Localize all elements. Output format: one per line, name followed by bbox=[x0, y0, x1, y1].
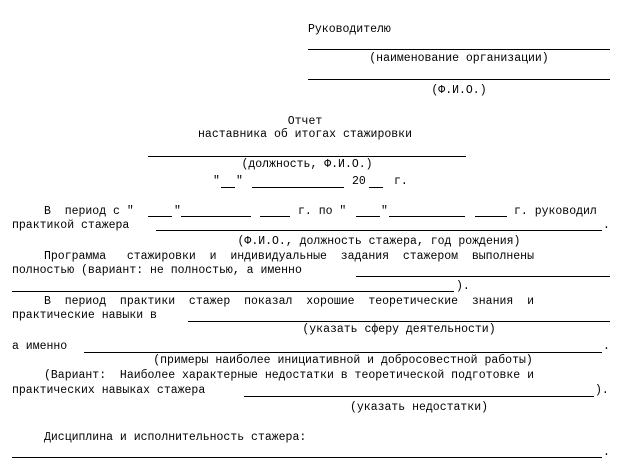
organization-caption: (наименование организации) bbox=[369, 52, 549, 65]
date-g: г. bbox=[394, 175, 408, 188]
date-year-line bbox=[369, 187, 383, 188]
namely-label: а именно bbox=[12, 340, 68, 353]
period-to: г. по " bbox=[298, 205, 347, 218]
trainee-line bbox=[156, 230, 602, 231]
trainee-label: практикой стажера bbox=[12, 219, 130, 232]
namely-line bbox=[84, 352, 602, 353]
fio-line bbox=[308, 79, 610, 80]
program-namely-line bbox=[356, 276, 610, 277]
date-year: 20 bbox=[352, 175, 366, 188]
period-quote-close-1: " bbox=[174, 205, 181, 218]
period-start-year-line bbox=[260, 216, 290, 217]
program-line-1: Программа стажировки и индивидуальные задания стажером выполнены bbox=[44, 250, 534, 263]
period-end-month-line bbox=[389, 216, 465, 217]
discipline-line bbox=[12, 457, 602, 458]
period-end-year-line bbox=[475, 216, 507, 217]
period-start-month-line bbox=[181, 216, 251, 217]
mentor-line bbox=[148, 156, 466, 157]
organization-line bbox=[308, 49, 610, 50]
program-continuation-line bbox=[12, 291, 454, 292]
date-quote-open: " bbox=[213, 175, 220, 188]
trainee-end: . bbox=[603, 219, 610, 232]
discipline-end: . bbox=[603, 446, 610, 459]
mentor-caption: (должность, Ф.И.О.) bbox=[241, 158, 373, 171]
namely-caption: (примеры наиболее инициативной и добросовестной работы) bbox=[153, 354, 533, 367]
period-start: В период с " bbox=[44, 205, 134, 218]
period-quote-close-2: " bbox=[381, 205, 388, 218]
report-subtitle: наставника об итогах стажировки bbox=[198, 128, 412, 141]
date-quote-close: " bbox=[236, 175, 243, 188]
period-start-day-line bbox=[148, 216, 172, 217]
addressee-label: Руководителю bbox=[308, 23, 391, 36]
defects-line bbox=[244, 396, 594, 397]
fio-caption: (Ф.И.О.) bbox=[431, 84, 487, 97]
date-month-line bbox=[252, 187, 344, 188]
period-end-day-line bbox=[356, 216, 380, 217]
variant-line-2: практических навыках стажера bbox=[12, 384, 206, 397]
practice-sphere-line bbox=[188, 321, 610, 322]
variant-line-1: (Вариант: Наиболее характерные недостатки в теоретической подготовке и bbox=[44, 369, 534, 382]
report-title: Отчет bbox=[287, 115, 323, 128]
period-end: г. руководил bbox=[514, 205, 597, 218]
variant-end: ). bbox=[595, 384, 609, 397]
practice-line-1: В период практики стажер показал хорошие теоретические знания и bbox=[44, 295, 534, 308]
defects-caption: (указать недостатки) bbox=[349, 401, 489, 414]
namely-end: . bbox=[603, 340, 610, 353]
trainee-caption: (Ф.И.О., должность стажера, год рождения) bbox=[237, 235, 521, 248]
program-end: ). bbox=[456, 280, 470, 293]
program-line-2: полностью (вариант: не полностью, а именно bbox=[12, 264, 302, 277]
practice-line-2: практические навыки в bbox=[12, 309, 157, 322]
date-day-line bbox=[221, 187, 235, 188]
discipline-label: Дисциплина и исполнительность стажера: bbox=[44, 431, 307, 444]
practice-caption: (указать сферу деятельности) bbox=[302, 323, 496, 336]
